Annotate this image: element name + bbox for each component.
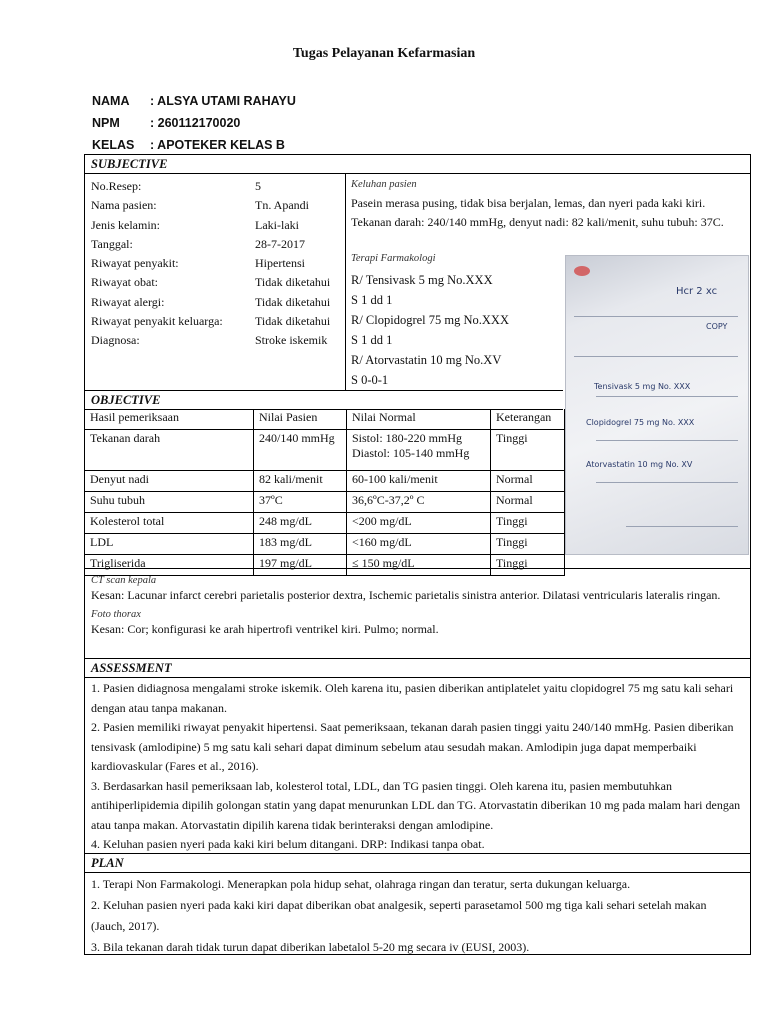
section-heading-subjective: SUBJECTIVE <box>85 155 750 174</box>
table-row <box>85 430 565 471</box>
table-cell: 82 kali/menit <box>254 471 347 492</box>
table-cell: LDL <box>85 534 254 555</box>
info-key: Riwayat penyakit keluarga: <box>91 314 223 329</box>
table-cell: Normal <box>491 471 565 492</box>
table-cell: Trigliserida <box>85 555 254 576</box>
terapi-line: S 1 dd 1 <box>351 333 393 347</box>
info-value: Tidak diketahui <box>255 275 331 290</box>
terapi-line: R/ Clopidogrel 75 mg No.XXX <box>351 313 509 327</box>
table-cell: Kolesterol total <box>85 513 254 534</box>
divider <box>85 568 750 569</box>
info-row <box>91 312 345 331</box>
photo-rule <box>626 526 738 527</box>
table-cell: 36,6ºC-37,2º C <box>347 492 491 513</box>
assessment-item: 1. Pasien didiagnosa mengalami stroke iskemik. Oleh karena itu, pasien diberikan antiplatelet yaitu clopidogrel 75 mg satu kali sehari dengan atau tanpa makanan. <box>91 681 734 715</box>
info-row <box>91 196 345 215</box>
ident-row-name <box>92 90 296 112</box>
ident-row-npm <box>92 112 296 134</box>
info-key: Jenis kelamin: <box>91 217 160 232</box>
table-cell: Tinggi <box>491 430 565 471</box>
terapi-list <box>351 270 509 390</box>
table-cell: 183 mg/dL <box>254 534 347 555</box>
info-value: Hipertensi <box>255 256 305 271</box>
info-value: Tn. Apandi <box>255 198 309 213</box>
ident-key: KELAS <box>92 138 135 152</box>
info-value: 5 <box>255 179 261 193</box>
section-heading-assessment: ASSESSMENT <box>85 658 750 678</box>
table-cell: 248 mg/dL <box>254 513 347 534</box>
terapi-line: R/ Atorvastatin 10 mg No.XV <box>351 353 502 367</box>
photo-rule <box>596 482 738 483</box>
info-value: Tidak diketahui <box>255 314 331 329</box>
info-row <box>91 216 345 235</box>
info-row <box>91 254 345 273</box>
table-cell: <200 mg/dL <box>347 513 491 534</box>
info-value: Tidak diketahui <box>255 294 331 309</box>
photo-rule <box>596 440 738 441</box>
ident-key: NAMA <box>92 94 130 108</box>
photo-scribble: Hcr 2 xc <box>676 286 718 297</box>
pharmacy-logo-icon <box>574 266 590 276</box>
photo-scribble: Atorvastatin 10 mg No. XV <box>586 460 693 469</box>
info-key: No.Resep: <box>91 179 142 193</box>
page-title: Tugas Pelayanan Kefarmasian <box>292 46 476 61</box>
info-row <box>91 235 345 254</box>
photo-rule <box>574 356 738 357</box>
keluhan-text: Pasein merasa pusing, tidak bisa berjalan, lemas, dan nyeri pada kaki kiri. Tekanan darah: 240/140 mmHg, denyut nadi: 82 kali/menit, suhu tubuh: 37C. <box>351 196 724 229</box>
ident-value: : 260112170020 <box>150 116 241 130</box>
photo-scribble: Tensivask 5 mg No. XXX <box>594 382 691 391</box>
info-key: Riwayat obat: <box>91 275 158 290</box>
table-cell <box>347 430 491 471</box>
ident-row-kelas <box>92 134 296 156</box>
imaging-results <box>91 574 743 642</box>
table-row <box>85 534 565 555</box>
column-header: Keterangan <box>491 409 565 430</box>
table-cell: Tinggi <box>491 513 565 534</box>
ident-key: NPM <box>92 116 120 130</box>
info-value: Laki-laki <box>255 217 299 232</box>
info-key: Riwayat alergi: <box>91 294 165 309</box>
info-key: Nama pasien: <box>91 198 157 213</box>
table-cell: Tinggi <box>491 555 565 576</box>
column-header: Hasil pemeriksaan <box>85 409 254 430</box>
normal-value-sistol: Sistol: 180-220 mmHg <box>352 431 463 445</box>
objective-lab-table <box>85 409 565 576</box>
info-value: 28-7-2017 <box>255 236 305 251</box>
foto-text: Kesan: Cor; konfigurasi ke arah hipertrofi ventrikel kiri. Pulmo; normal. <box>91 622 439 636</box>
table-row <box>85 471 565 492</box>
table-row <box>85 492 565 513</box>
table-cell: 240/140 mmHg <box>254 430 347 471</box>
student-identity <box>92 90 296 156</box>
table-cell: Suhu tubuh <box>85 492 254 513</box>
info-row <box>91 331 345 350</box>
keluhan-heading: Keluhan pasien <box>351 179 417 190</box>
photo-scribble: Clopidogrel 75 mg No. XXX <box>586 418 695 427</box>
terapi-line: S 1 dd 1 <box>351 293 393 307</box>
assessment-item: 4. Keluhan pasien nyeri pada kaki kiri belum ditangani. DRP: Indikasi tanpa obat. <box>91 837 485 851</box>
table-cell: 60-100 kali/menit <box>347 471 491 492</box>
column-header: Nilai Pasien <box>254 409 347 430</box>
normal-value-diastol: Diastol: 105-140 mmHg <box>352 446 470 460</box>
photo-rule <box>574 316 738 317</box>
photo-scribble: COPY <box>706 322 728 331</box>
soap-table <box>84 154 751 955</box>
table-cell: <160 mg/dL <box>347 534 491 555</box>
column-divider <box>345 174 346 390</box>
plan-item: 2. Keluhan pasien nyeri pada kaki kiri dapat diberikan obat analgesik, seperti parasetamol 500 mg tiga kali sehari setelah makan (Jauch, 2017). <box>91 898 707 933</box>
table-cell: 37ºC <box>254 492 347 513</box>
foto-heading: Foto thorax <box>91 609 141 620</box>
table-cell: Tekanan darah <box>85 430 254 471</box>
ct-heading: CT scan kepala <box>91 575 157 586</box>
info-row <box>91 177 345 196</box>
photo-rule <box>596 396 738 397</box>
table-row <box>85 513 565 534</box>
assessment-item: 3. Berdasarkan hasil pemeriksaan lab, kolesterol total, LDL, dan TG pasien tinggi. Oleh karena itu, pasien membutuhkan antihiperlipidemia dipilih golongan statin yang dapat menurunkan LDL dan TG. Atorvastatin diberikan 10 mg pada malam hari dengan atau tanpa makan. Atorvastatin dipilih karena tidak berinteraksi dengan amlodipine. <box>91 778 741 832</box>
table-header-row <box>85 409 565 430</box>
subjective-patient-info <box>91 177 345 351</box>
table-cell: Tinggi <box>491 534 565 555</box>
plan-item: 1. Terapi Non Farmakologi. Menerapkan pola hidup sehat, olahraga ringan dan teratur, serta dukungan keluarga. <box>91 877 631 891</box>
assessment-list <box>91 679 743 855</box>
ident-value: : APOTEKER KELAS B <box>150 138 285 152</box>
info-key: Tanggal: <box>91 236 133 251</box>
info-value: Stroke iskemik <box>255 333 328 348</box>
plan-list <box>91 874 743 958</box>
table-row <box>85 555 565 576</box>
section-heading-objective: OBJECTIVE <box>85 390 563 410</box>
table-cell: 197 mg/dL <box>254 555 347 576</box>
plan-item: 3. Bila tekanan darah tidak turun dapat diberikan labetalol 5-20 mg secara iv (EUSI, 2003). <box>91 940 530 954</box>
terapi-heading: Terapi Farmakologi <box>351 253 436 264</box>
table-cell: Denyut nadi <box>85 471 254 492</box>
column-header: Nilai Normal <box>347 409 491 430</box>
section-heading-plan: PLAN <box>85 853 750 873</box>
terapi-line: R/ Tensivask 5 mg No.XXX <box>351 273 493 287</box>
prescription-photo-icon <box>565 255 749 555</box>
info-key: Riwayat penyakit: <box>91 256 179 271</box>
terapi-line: S 0-0-1 <box>351 373 389 387</box>
info-row <box>91 273 345 292</box>
assessment-item: 2. Pasien memiliki riwayat penyakit hipertensi. Saat pemeriksaan, tekanan darah pasien tinggi yaitu 240/140 mmHg. Pasien diberikan tensivask (amlodipine) 5 mg satu kali sehari dapat diminum sebelum atau sesudah makan. Amlodipin juga dapat memperbaiki kardiovaskular (Fares et al., 2016). <box>91 720 734 773</box>
ident-value: : ALSYA UTAMI RAHAYU <box>150 94 296 108</box>
table-cell: ≤ 150 mg/dL <box>347 555 491 576</box>
ct-text: Kesan: Lacunar infarct cerebri parietalis posterior dextra, Ischemic parietalis sinistra anterior. Dilatasi ventricularis lateralis ringan. <box>91 588 721 602</box>
table-cell: Normal <box>491 492 565 513</box>
info-row <box>91 293 345 312</box>
info-key: Diagnosa: <box>91 333 140 348</box>
